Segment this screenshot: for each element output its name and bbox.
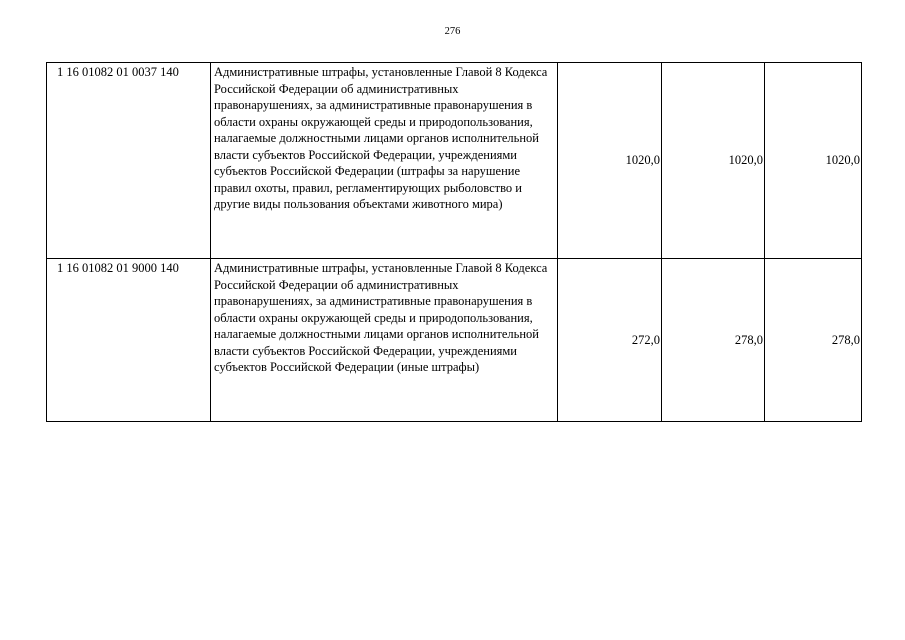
- amount-year-3: 278,0: [765, 259, 862, 422]
- table-row: [47, 63, 862, 259]
- table-row: [47, 259, 862, 422]
- budget-classification-code: 1 16 01082 01 9000 140: [47, 259, 211, 422]
- amount-year-1: 272,0: [558, 259, 662, 422]
- revenue-description: Административные штрафы, установленные Главой 8 Кодекса Российской Федерации об административных правонарушениях, за административные правонарушения в области охраны окружающей среды и природопользования, налагаемые должностными лицами органов исполнительной власти субъектов Российской Федерации, учреждениями субъектов Российской Федерации (иные штрафы): [211, 259, 558, 422]
- amount-year-2: 278,0: [662, 259, 765, 422]
- budget-classification-code: 1 16 01082 01 0037 140: [47, 63, 211, 259]
- amount-year-3: 1020,0: [765, 63, 862, 259]
- revenue-description: Административные штрафы, установленные Главой 8 Кодекса Российской Федерации об административных правонарушениях, за административные правонарушения в области охраны окружающей среды и природопользования, налагаемые должностными лицами органов исполнительной власти субъектов Российской Федерации, учреждениями субъектов Российской Федерации (штрафы за нарушение правил охоты, правил, регламентирующих рыболовство и другие виды пользования объектами животного мира): [211, 63, 558, 259]
- page-number: 276: [444, 26, 461, 37]
- amount-year-1: 1020,0: [558, 63, 662, 259]
- amount-year-2: 1020,0: [662, 63, 765, 259]
- budget-revenue-table: [46, 62, 862, 422]
